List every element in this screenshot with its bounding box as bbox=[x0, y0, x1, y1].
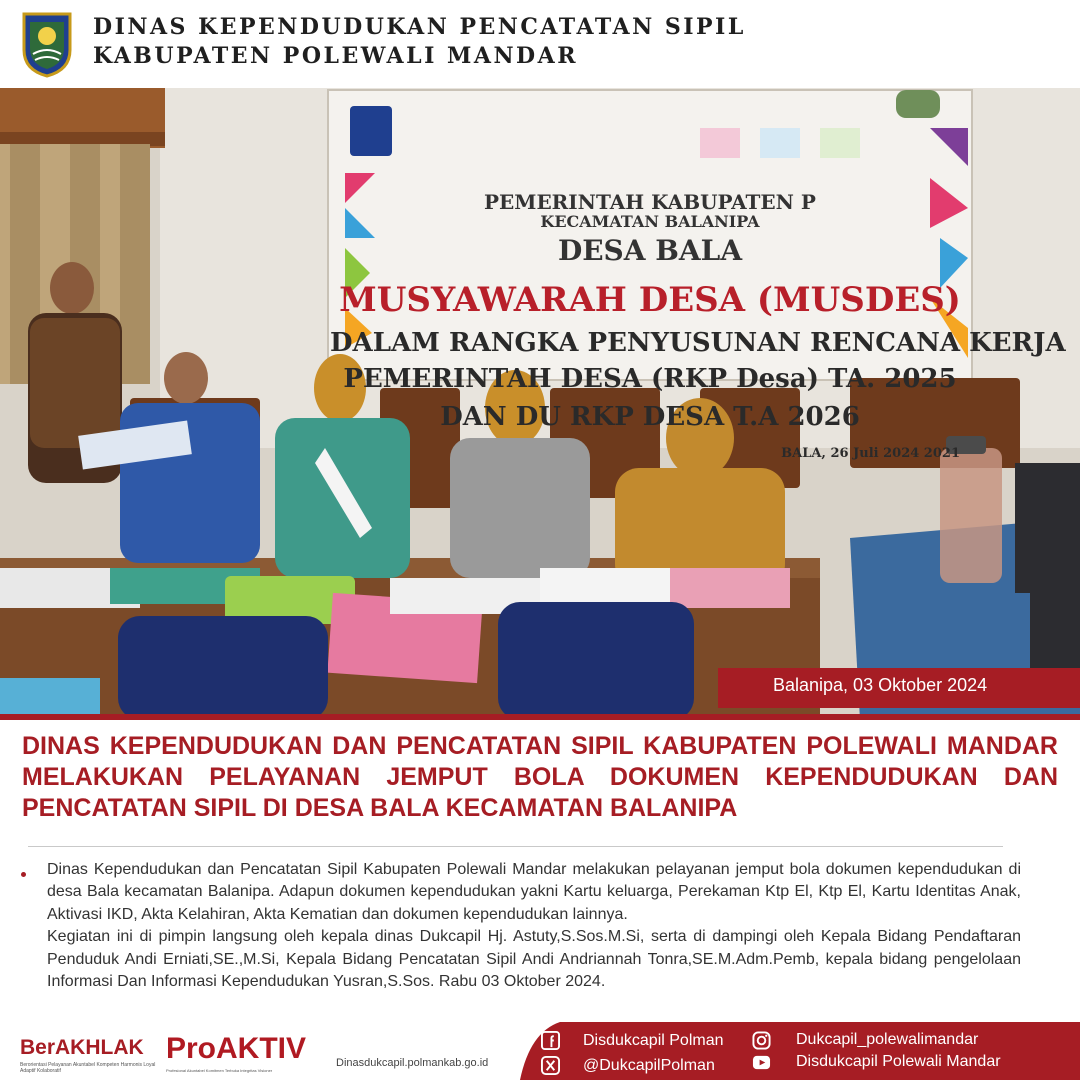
body-paragraph-2: Kegiatan ini di pimpin langsung oleh kepala dinas Dukcapil Hj. Astuty,S.Sos.M.Si, serta di dampingi oleh Kepala Bidang Pendaftaran Penduduk Andi Erniati,SE.,M.Si, Kepala Bidang Pencatatan Sipil Andi Andriannah Tonra,SE.M.Adm.Pemb, kepala bidang pengelolaan Informasi Dan Informasi Kependudukan Yusran,S.Sos. Rabu 03 Oktober 2024. bbox=[47, 928, 1021, 991]
banner-line-5: DALAM RANGKA PENYUSUNAN RENCANA KERJA bbox=[330, 328, 1066, 358]
x-twitter-handle[interactable]: @DukcapilPolman bbox=[583, 1057, 715, 1074]
headline-line-1: DINAS KEPENDUDUKAN DAN PENCATATAN SIPIL KABUPATEN POLEWALI MANDAR bbox=[22, 732, 1058, 760]
banner-place-date: BALA, 26 Juli 2024 2021 bbox=[781, 446, 960, 461]
instagram-icon[interactable] bbox=[752, 1031, 771, 1050]
banner-line-3: DESA BALA bbox=[557, 234, 743, 267]
berakhlak-logo: BerAKHLAK bbox=[20, 1036, 144, 1059]
divider bbox=[28, 846, 1003, 847]
accent-bar bbox=[0, 714, 1080, 720]
website-link[interactable]: Dinasdukcapil.polmankab.go.id bbox=[336, 1057, 489, 1069]
headline-line-2: MELAKUKAN PELAYANAN JEMPUT BOLA DOKUMEN KEPENDUDUKAN DAN bbox=[22, 763, 1058, 791]
x-twitter-icon[interactable] bbox=[541, 1056, 560, 1075]
date-caption: Balanipa, 03 Oktober 2024 bbox=[773, 675, 988, 695]
berakhlak-tagline: Berorientasi Pelayanan Akuntabel Kompeten Harmonis Loyal Adaptif Kolaboratif bbox=[20, 1062, 156, 1074]
article-body bbox=[47, 859, 1021, 993]
headline-line-3: PENCATATAN SIPIL DI DESA BALA KECAMATAN BALANIPA bbox=[22, 794, 738, 822]
banner-line-4: MUSYAWARAH DESA (MUSDES) bbox=[339, 280, 961, 320]
banner-line-7: DAN DU RKP DESA T.A 2026 bbox=[440, 402, 860, 432]
banner-line-6: PEMERINTAH DESA (RKP Desa) TA. 2025 bbox=[343, 364, 957, 394]
proaktiv-tagline: Profesional Akuntabel Komitmen Terbuka Integritas Visioner bbox=[166, 1068, 273, 1073]
banner-line-1: PEMERINTAH KABUPATEN P bbox=[484, 190, 816, 214]
instagram-handle[interactable]: Dukcapil_polewalimandar bbox=[796, 1031, 979, 1048]
facebook-handle[interactable]: Disdukcapil Polman bbox=[583, 1032, 724, 1049]
banner-line-2: KECAMATAN BALANIPA bbox=[540, 212, 760, 231]
proaktiv-logo: ProAKTIV bbox=[166, 1032, 307, 1065]
header-title-line-2: KABUPATEN POLEWALI MANDAR bbox=[93, 43, 578, 69]
body-paragraph-1: Dinas Kependudukan dan Pencatatan Sipil Kabupaten Polewali Mandar melakukan pelayanan jemput bola dokumen kependudukan di desa Bala kecamatan Balanipa. Adapun dokumen kependudukan yakni Kartu keluarga, Perekaman Ktp El, Ktp El, Kartu Identitas Anak, Aktivasi IKD, Akta Kelahiran, Akta Kematian dan dokumen kependudukan lainnya. bbox=[47, 861, 1021, 923]
page-header bbox=[0, 0, 1080, 88]
event-banner bbox=[330, 178, 1066, 478]
bullet-icon bbox=[21, 872, 26, 877]
youtube-channel[interactable]: Disdukcapil Polewali Mandar bbox=[796, 1053, 1001, 1070]
facebook-icon[interactable] bbox=[541, 1031, 560, 1050]
event-photo bbox=[0, 88, 1080, 720]
polewali-mandar-emblem-icon bbox=[20, 10, 74, 78]
header-title-line-1: DINAS KEPENDUDUKAN PENCATATAN SIPIL bbox=[93, 14, 746, 40]
youtube-icon[interactable] bbox=[752, 1053, 771, 1072]
